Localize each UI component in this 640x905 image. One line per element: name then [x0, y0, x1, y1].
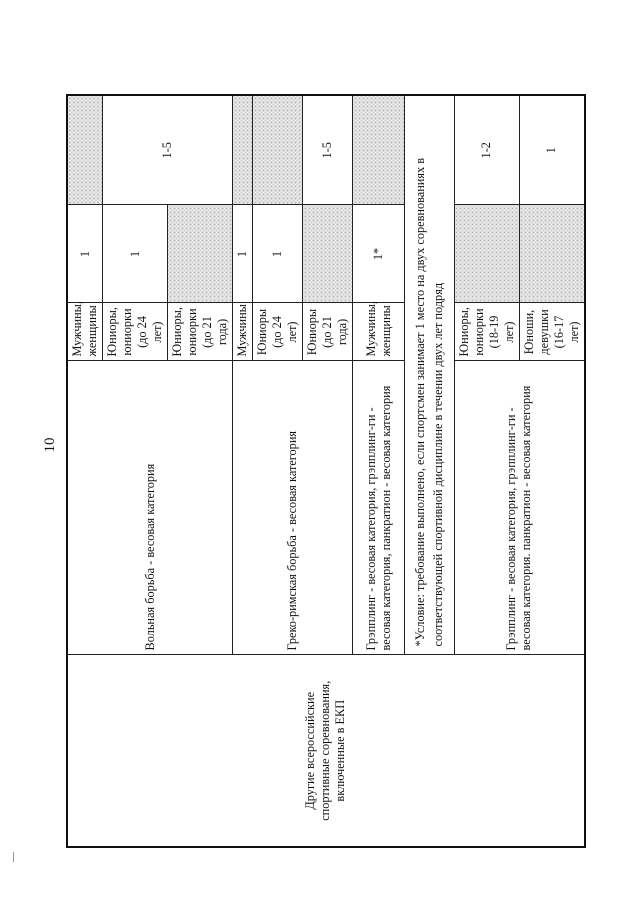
shaded-cell: [519, 205, 585, 303]
shaded-cell: [168, 205, 233, 303]
rotated-table-container: [66, 96, 581, 848]
places-b-cell: 1-5: [103, 95, 233, 205]
discipline-freestyle: Вольная борьба - весовая категория: [67, 361, 233, 655]
category-cell: Юноши, девушки (16-17 лет): [519, 303, 585, 361]
category-cell: Юниоры (до 24 лет): [253, 303, 303, 361]
discipline-grappling-seniors: Грэпплинг - весовая категория, грэпплинг-ги - весовая категория, панкратион - весовая категория: [353, 361, 405, 655]
category-cell: Юниоры, юниорки (18-19 лет): [454, 303, 519, 361]
places-b-cell: 1: [519, 95, 585, 205]
category-cell: Мужчины, женщины: [67, 303, 103, 361]
shaded-cell: [303, 205, 353, 303]
section-label-cell: Другие всероссийские спортивные соревнования, включенные в ЕКП: [67, 655, 585, 847]
category-cell: Юниоры, юниорки (до 21 года): [168, 303, 233, 361]
shaded-cell: [233, 95, 253, 205]
places-b-cell: 1-5: [303, 95, 353, 205]
discipline-grappling-juniors: Грэпплинг - весовая категория, грэпплинг-ги - весовая категория. панкратион - весовая категория: [454, 361, 585, 655]
places-a-cell: 1: [233, 205, 253, 303]
page-number: 10: [42, 437, 58, 453]
places-a-cell: 1: [103, 205, 168, 303]
shaded-cell: [353, 95, 405, 205]
scan-edge-mark: [13, 852, 14, 862]
discipline-greco-roman: Греко-римская борьба - весовая категория: [233, 361, 353, 655]
shaded-cell: [253, 95, 303, 205]
category-cell: Юниоры, юниорки (до 24 лет): [103, 303, 168, 361]
places-a-cell: 1: [253, 205, 303, 303]
places-b-cell: 1-2: [454, 95, 519, 205]
footnote-condition: *Условие: требование выполнено, если спортсмен занимает 1 место на двух соревнованиях в соответствующей спортивной дисциплине в течении двух лет подряд: [405, 95, 455, 655]
shaded-cell: [67, 95, 103, 205]
category-cell: Юниоры (до 21 года): [303, 303, 353, 361]
category-cell: Мужчины: [233, 303, 253, 361]
category-cell: Мужчины, женщины: [353, 303, 405, 361]
places-a-cell: 1: [67, 205, 103, 303]
places-a-cell: 1*: [353, 205, 405, 303]
shaded-cell: [454, 205, 519, 303]
sport-rank-table: [66, 94, 586, 848]
